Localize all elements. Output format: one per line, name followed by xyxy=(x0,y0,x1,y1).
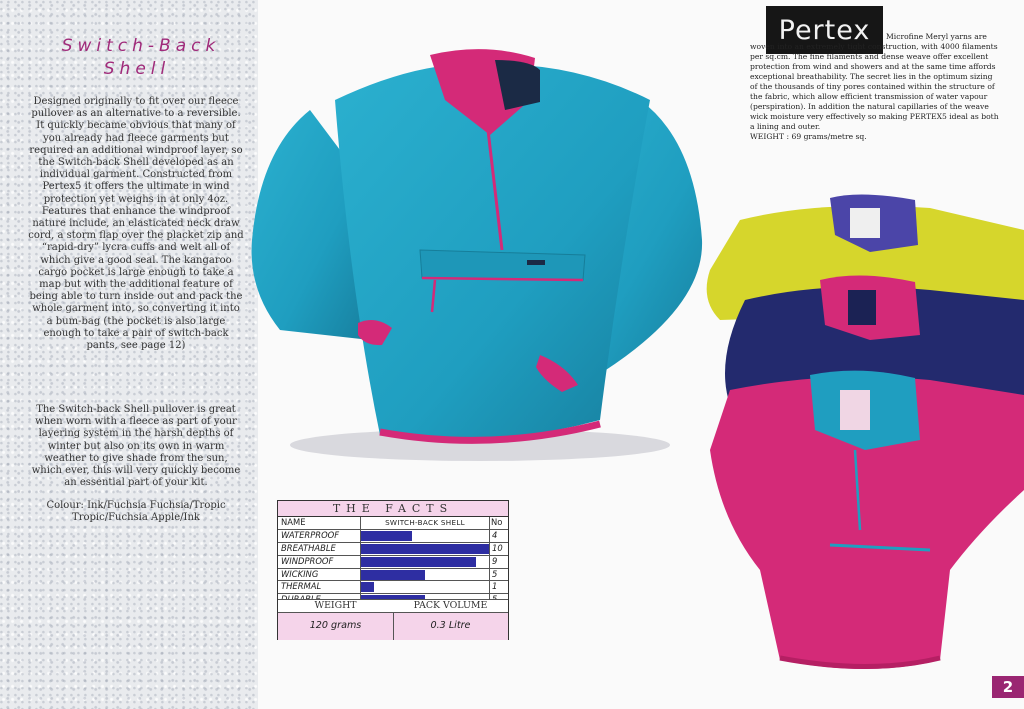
pack-volume-cell xyxy=(393,600,508,640)
rating-label: THERMAL xyxy=(281,581,322,592)
weight-cell xyxy=(278,600,394,640)
rating-value: 5 xyxy=(492,568,498,579)
product-name: SWITCH-BACK SHELL xyxy=(360,517,490,529)
product-title-line1: Switch-Back xyxy=(61,36,221,56)
rating-value: 10 xyxy=(492,542,503,553)
rating-row-wicking xyxy=(278,569,508,582)
rating-bar xyxy=(361,544,489,554)
pertex-text: Microfine Meryl yarns are woven into an extremely tight construction, with 4000 filaments per sq.cm. The fine filaments and dense weave offer excellent protection from wind and showers and at the same time affords exceptional breathability. The secret lies in the optimum sizing of the thousands of tiny pores contained within the structure of the fabric, which allow efficient transmission of water vapour (perspiration). In addition the natural capillaries of the weave wick moisture very effectively so making PERTEX5 ideal as both a lining and outer. xyxy=(750,32,999,131)
description-panel xyxy=(0,0,258,709)
rating-track xyxy=(360,581,490,593)
rating-track xyxy=(360,556,490,568)
facts-table xyxy=(277,500,509,640)
rating-label: WATERPROOF xyxy=(281,529,340,540)
rating-bar xyxy=(361,570,425,580)
scale-label: No xyxy=(491,517,503,527)
rating-rows xyxy=(278,530,508,607)
rating-label: WINDPROOF xyxy=(281,555,334,566)
pertex-weight: WEIGHT : 69 grams/metre sq. xyxy=(750,132,867,141)
pack-volume-label: PACK VOLUME xyxy=(393,600,508,613)
rating-track xyxy=(360,543,490,555)
name-label: NAME xyxy=(281,517,306,527)
rating-row-windproof xyxy=(278,556,508,569)
page-number: 2 xyxy=(992,676,1024,698)
weight-label: WEIGHT xyxy=(278,600,393,613)
pertex-logo: Pertex xyxy=(766,6,883,54)
weight-value: 120 grams xyxy=(309,620,362,631)
tropic-jacket-image xyxy=(240,40,710,465)
rating-bar xyxy=(361,531,412,541)
rating-row-waterproof xyxy=(278,530,508,543)
facts-footer xyxy=(278,599,508,640)
rating-track xyxy=(360,530,490,542)
rating-bar xyxy=(361,582,374,592)
rating-value: 9 xyxy=(492,555,498,566)
pack-volume-value: 0.3 Litre xyxy=(430,620,471,631)
colourway-jackets-image xyxy=(700,190,1024,680)
rating-bar xyxy=(361,557,476,567)
colour-options: Colour: Ink/Fuchsia Fuchsia/Tropic Tropic/Fuchsia Apple/Ink xyxy=(46,500,226,524)
facts-name-row xyxy=(278,517,508,530)
rating-track xyxy=(360,569,490,581)
rating-value: 1 xyxy=(492,581,498,592)
usage-paragraph: The Switch-back Shell pullover is great when worn with a fleece as part of your layering system in the harsh depths of winter but also on its own in warm weather to give shade from the sun, which ever, this will very quickly become an essential part of your kit. xyxy=(31,404,241,489)
facts-heading: THE FACTS xyxy=(278,501,508,517)
description-paragraph: Designed originally to fit over our fleece pullover as an alternative to a reversible. It quickly became obvious that many of you already had fleece garments but required an additional windproof layer, so the Switch-back Shell developed as an individual garment. Constructed from Pertex5 it offers the ultimate in wind protection yet weighs in at only 4oz. Features that enhance the windproof nature include, an elasticated neck draw cord, a storm flap over the placket zip and “rapid-dry” lycra cuffs and welt all of which give a good seal. The kangaroo cargo pocket is large enough to take a map but with the additional feature of being able to turn inside out and pack the whole garment into, so converting it into a bum-bag (the pocket is also large enough to take a pair of switch-back pants, see page 12) xyxy=(28,96,244,352)
product-title-line2: Shell xyxy=(103,59,171,79)
rating-row-thermal xyxy=(278,581,508,594)
rating-label: WICKING xyxy=(281,568,319,579)
pertex-description xyxy=(750,32,1000,142)
rating-label: BREATHABLE xyxy=(281,542,336,553)
rating-value: 4 xyxy=(492,529,498,540)
rating-row-breathable xyxy=(278,543,508,556)
